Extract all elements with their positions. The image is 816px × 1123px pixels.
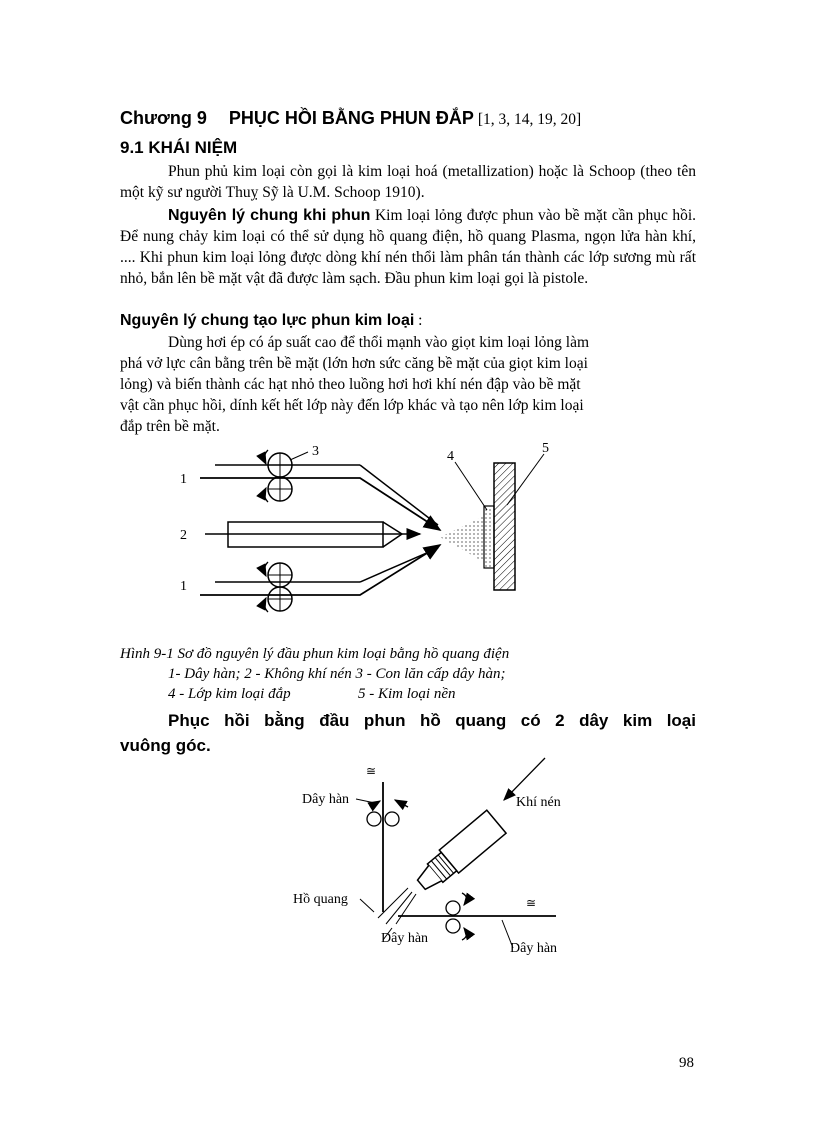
paragraph-3-line: vật cần phục hồi, dính kết hết lớp này đến lớp khác và tạo nên lớp kim loại — [120, 397, 584, 414]
label-day-han-bottom: Dây hàn — [381, 931, 429, 946]
label-1-top: 1 — [180, 472, 187, 487]
force-heading-text: Nguyên lý chung tạo lực phun kim loại — [120, 312, 415, 329]
label-4: 4 — [447, 449, 454, 464]
spray-cone — [440, 516, 484, 562]
section-heading: 9.1 KHÁI NIỆM — [120, 138, 238, 157]
deposited-layer — [484, 506, 494, 568]
chapter-refs: [1, 3, 14, 19, 20] — [477, 111, 582, 128]
paragraph-3-line: đắp trên bề mặt. — [120, 418, 220, 435]
ac-symbol-right: ≅ — [526, 896, 537, 910]
ac-symbol-top: ≅ — [366, 764, 377, 778]
paragraph-3-line: lỏng) và biến thành các hạt nhỏ theo luồng hơi hơi khí nén đập vào bề mặt — [120, 376, 581, 393]
label-day-han-top: Dây hàn — [302, 792, 350, 807]
label-3: 3 — [312, 444, 319, 459]
label-5: 5 — [542, 441, 549, 456]
label-1-bottom: 1 — [180, 579, 187, 594]
roller — [367, 812, 381, 826]
paragraph-1: Phun phủ kim loại còn gọi là kim loại hoá (metallization) hoặc là Schoop (theo tên một kỹ sư người Thuỵ Sỹ là U.M. Schoop 1910). — [120, 163, 696, 201]
base-metal — [494, 463, 515, 590]
label-ho-quang: Hồ quang — [293, 892, 348, 907]
principle-heading: Nguyên lý chung khi phun — [168, 207, 371, 224]
roller — [385, 812, 399, 826]
paragraph-3-line: phá vở lực cân bằng trên bề mặt (lớn hơn sức căng bề mặt của giọt kim loại — [120, 355, 588, 372]
paragraph-3-line: Dùng hơi ép có áp suất cao để thổi mạnh vào giọt kim loại lỏng làm — [168, 334, 590, 351]
arc-spray-diagram — [0, 740, 816, 980]
figure-caption-legend: 4 - Lớp kim loại đắp — [168, 686, 291, 702]
roller — [446, 919, 460, 933]
label-2: 2 — [180, 528, 187, 543]
compressed-air-arrow — [504, 758, 545, 800]
roller — [446, 901, 460, 915]
chapter-title: PHỤC HỒI BẰNG PHUN ĐẮP — [228, 108, 474, 128]
page-number: 98 — [679, 1055, 694, 1071]
principle-text: Kim loại lỏng được phun vào bề mặt cần phục hồi. Để nung chảy kim loại có thể sử dụng hồ quang điện, hồ quang Plasma, ngọn lửa hàn khí, .... Khi phun kim loại lỏng được dòng khí nén thổi làm phân tán thành các lớp sương mù rất nhỏ, bắn lên bề mặt vật đã được làm sạch. Đầu phun kim loại gọi là pistole. — [120, 207, 697, 287]
figure-caption-title: Hình 9-1 Sơ đồ nguyên lý đầu phun kim loại bằng hồ quang điện — [120, 646, 510, 662]
arc-spray-heading: Phục hồi bằng đầu phun hồ quang có 2 dây kim loại vuông góc. — [120, 711, 696, 755]
label-day-han-right: Dây hàn — [510, 941, 558, 956]
figure-caption-legend: 5 - Kim loại nền — [358, 686, 456, 702]
lower-wire — [200, 545, 440, 595]
chapter-label: Chương 9 — [120, 108, 207, 128]
spray-gun — [412, 810, 506, 896]
label-khi-nen: Khí nén — [516, 795, 561, 810]
figure-caption-legend: 1- Dây hàn; 2 - Không khí nén 3 - Con lăn cấp dây hàn; — [168, 666, 506, 682]
force-heading: Nguyên lý chung tạo lực phun kim loại : — [120, 312, 423, 329]
